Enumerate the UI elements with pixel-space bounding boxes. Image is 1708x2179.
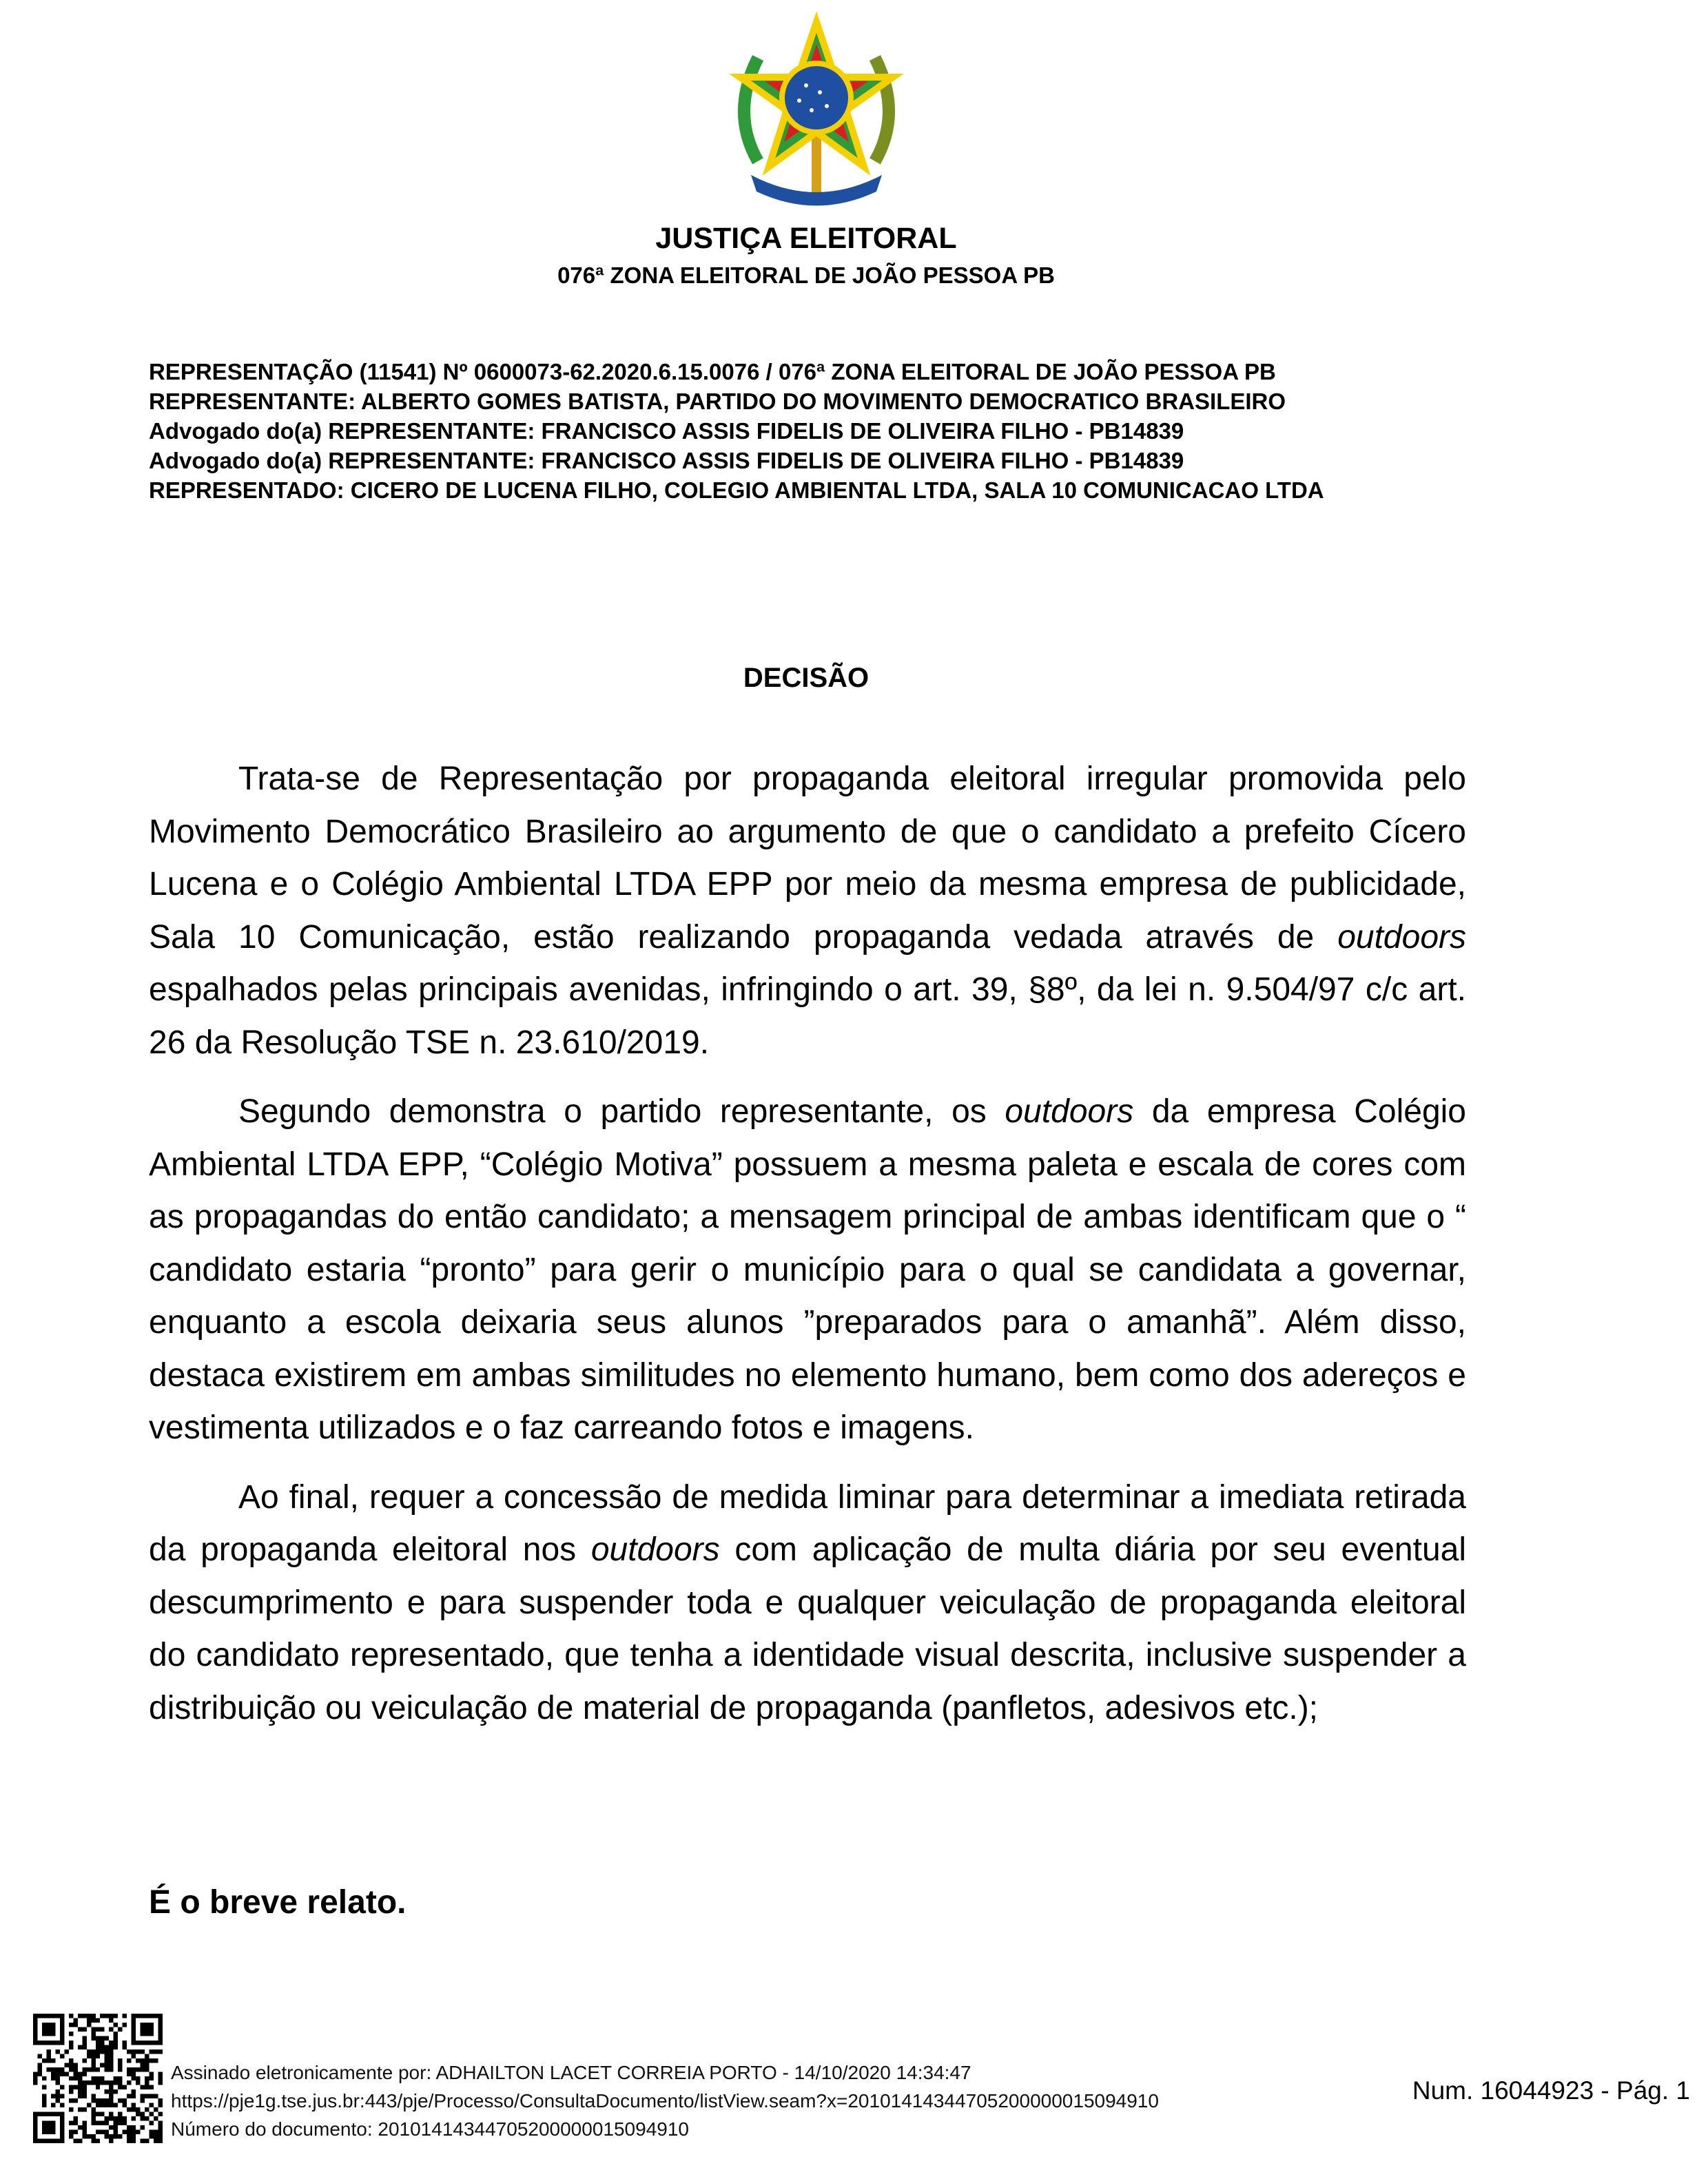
decision-body	[149, 753, 1466, 1735]
paragraph-3	[149, 1471, 1466, 1735]
paragraph-3-italic: outdoors	[590, 1531, 720, 1568]
case-line-advogado-2: Advogado do(a) REPRESENTANTE: FRANCISCO ASSIS FIDELIS DE OLIVEIRA FILHO - PB14839	[149, 448, 1184, 473]
decision-heading: DECISÃO	[743, 663, 870, 693]
paragraph-1-text-c: espalhados pelas principais avenidas, infringindo o art. 39, §8º, da lei n. 9.504/97 c/c art. 26 da Resolução TSE n. 23.610/2019.	[149, 971, 1466, 1061]
document-number: Número do documento: 20101414344705200000015094910	[171, 2118, 689, 2140]
case-line-representado: REPRESENTADO: CICERO DE LUCENA FILHO, COLEGIO AMBIENTAL LTDA, SALA 10 COMUNICACAO LTDA	[149, 477, 1324, 503]
brazil-coat-of-arms-icon	[717, 10, 916, 209]
paragraph-2	[149, 1086, 1466, 1455]
paragraph-2-text-c: da empresa Colégio Ambiental LTDA EPP, “Colégio Motiva” possuem a mesma paleta e escala de cores com as propagandas do então candidato; a mensagem principal de ambas identificam que o “ candidato estaria “pronto” para gerir o município para o qual se candidata a governar, enquanto a escola deixaria seus alunos ”preparados para o amanhã”. Além disso, destaca existirem em ambas similitudes no elemento humano, bem como dos adereços e vestimenta utilizados e o faz carreando fotos e imagens.	[149, 1093, 1467, 1446]
closing-statement: É o breve relato.	[149, 1884, 407, 1921]
paragraph-1-text-a: Trata-se de Representação por propaganda eleitoral irregular promovida pelo Movimento Democrático Brasileiro ao argumento de que o candidato a prefeito Cícero Lucena e o Colégio Ambiental LTDA EPP por meio da mesma empresa de publicidade, Sala 10 Comunicação, estão realizando propaganda vedada através de	[149, 761, 1466, 956]
court-subtitle: 076ª ZONA ELEITORAL DE JOÃO PESSOA PB	[557, 262, 1055, 288]
qr-code-icon	[33, 2014, 163, 2143]
paragraph-2-text-a: Segundo demonstra o partido representante, os	[238, 1093, 1005, 1130]
case-line-advogado-1: Advogado do(a) REPRESENTANTE: FRANCISCO ASSIS FIDELIS DE OLIVEIRA FILHO - PB14839	[149, 418, 1184, 444]
signature-line: Assinado eletronicamente por: ADHAILTON LACET CORREIA PORTO - 14/10/2020 14:34:47	[171, 2062, 971, 2083]
paragraph-3-text-a: Ao final, requer a concessão de medida liminar para determinar a imediata retirada da propaganda eleitoral nos	[149, 1478, 1466, 1568]
paragraph-3-text-c: com aplicação de multa diária por seu eventual descumprimento e para suspender toda e qualquer veiculação de propaganda eleitoral do candidato representado, que tenha a identidade visual descrita, inclusive suspender a distribuição ou veiculação de material de propaganda (panfletos, adesivos etc.);	[149, 1531, 1467, 1726]
document-url-link[interactable]: https://pje1g.tse.jus.br:443/pje/Processo/ConsultaDocumento/listView.seam?x=20101414344705200000015094910	[171, 2090, 1159, 2111]
paragraph-1-italic: outdoors	[1337, 918, 1466, 956]
case-parties-block	[149, 357, 1665, 505]
court-title: JUSTIÇA ELEITORAL	[655, 222, 957, 255]
case-line-representation: REPRESENTAÇÃO (11541) Nº 0600073-62.2020.6.15.0076 / 076ª ZONA ELEITORAL DE JOÃO PESSOA PB	[149, 359, 1276, 384]
case-line-representante: REPRESENTANTE: ALBERTO GOMES BATISTA, PARTIDO DO MOVIMENTO DEMOCRATICO BRASILEIRO	[149, 389, 1286, 414]
paragraph-1	[149, 753, 1466, 1069]
page-number: Num. 16044923 - Pág. 1	[1412, 2076, 1690, 2105]
signature-footer	[171, 2058, 1159, 2143]
paragraph-2-italic: outdoors	[1005, 1093, 1134, 1130]
